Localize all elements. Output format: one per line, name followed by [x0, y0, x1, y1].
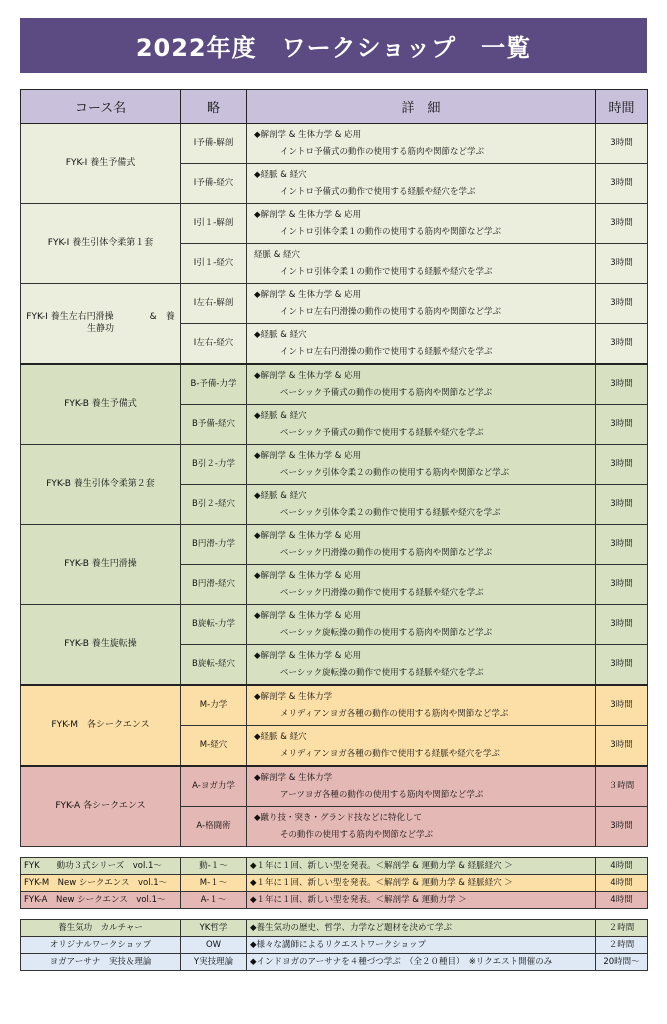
detail-topic: ◆解剖学 & 生体力学 & 応用 [254, 530, 362, 541]
detail-description: ベーシック旋転操の動作で使用する経脈や経穴を学ぶ [280, 667, 484, 678]
course-time: ３時間 [596, 766, 648, 807]
course-time: 3時間 [596, 525, 648, 565]
table-row [21, 124, 648, 164]
table-row [21, 445, 648, 485]
detail-topic: 経脈 & 経穴 [254, 249, 301, 260]
detail-description: ベーシック予備式の動作の使用する筋肉や関節など学ぶ [280, 387, 493, 398]
spacer-cell [21, 847, 181, 858]
course-detail [247, 405, 596, 445]
course-detail: ◆１年に１回、新しい型を発表。＜解剖学 & 運動力学 ＞ [247, 892, 596, 909]
detail-topic: ◆解剖学 & 生体力学 & 応用 [254, 209, 362, 220]
course-detail [247, 244, 596, 284]
detail-description: メリディアンヨガ各種の動作の使用する筋肉や関節など学ぶ [280, 708, 509, 719]
detail-description: アーツヨガ各種の動作の使用する筋肉や関節など学ぶ [280, 789, 484, 800]
course-abbr: I左右-解剖 [181, 284, 247, 324]
course-abbr: A-ヨガ力学 [181, 766, 247, 807]
header-time: 時間 [596, 90, 648, 124]
detail-topic: ◆経脈 & 経穴 [254, 329, 307, 340]
course-name: 養生気功 カルチャー [21, 920, 181, 937]
course-time: 3時間 [596, 445, 648, 485]
course-time: ２時間 [596, 920, 648, 937]
course-abbr: I左右-経穴 [181, 324, 247, 365]
detail-topic: ◆解剖学 & 生体力学 [254, 691, 333, 702]
header-abbr: 略 [181, 90, 247, 124]
course-name: オリジナルワークショップ [21, 937, 181, 954]
table-row [21, 685, 648, 726]
course-time: 3時間 [596, 324, 648, 365]
detail-description: ベーシック引体令柔２の動作の使用する筋肉や関節など学ぶ [280, 467, 510, 478]
course-abbr: I引１-経穴 [181, 244, 247, 284]
course-detail [247, 685, 596, 726]
table-row [21, 954, 648, 971]
course-name: FYK-M New シークエンス vol.1～ [21, 875, 181, 892]
course-time: 3時間 [596, 405, 648, 445]
course-abbr: OW [181, 937, 247, 954]
detail-topic: ◆解剖学 & 生体力学 [254, 772, 333, 783]
header-course: コース名 [21, 90, 181, 124]
course-detail [247, 807, 596, 847]
course-name: FYK-A New シークエンス vol.1～ [21, 892, 181, 909]
course-name: FYK-I 養生予備式 [21, 124, 181, 204]
course-detail [247, 364, 596, 405]
course-abbr: I予備-経穴 [181, 164, 247, 204]
course-detail [247, 204, 596, 244]
course-name: FYK 動功３式シリーズ vol.1～ [21, 858, 181, 875]
course-abbr: YK哲学 [181, 920, 247, 937]
course-abbr: B旋転-経穴 [181, 645, 247, 686]
course-name: FYK-B 養生円滑操 [21, 525, 181, 605]
course-abbr: 動-１～ [181, 858, 247, 875]
course-abbr: I引１-解剖 [181, 204, 247, 244]
course-name: FYK-M 各シークエンス [21, 685, 181, 766]
course-time: ２時間 [596, 937, 648, 954]
course-abbr: B旋転-力学 [181, 605, 247, 645]
table-row [21, 875, 648, 892]
course-detail [247, 645, 596, 686]
spacer-cell [596, 847, 648, 858]
course-time: 4時間 [596, 892, 648, 909]
table-row [21, 364, 648, 405]
course-abbr: B-予備-力学 [181, 364, 247, 405]
detail-topic: ◆解剖学 & 生体力学 & 応用 [254, 570, 362, 581]
course-abbr: B予備-経穴 [181, 405, 247, 445]
detail-topic: ◆経脈 & 経穴 [254, 490, 307, 501]
course-detail [247, 445, 596, 485]
course-abbr: B引２-力学 [181, 445, 247, 485]
table-row [21, 284, 648, 324]
header-row [21, 90, 648, 124]
table-row [21, 892, 648, 909]
course-detail [247, 605, 596, 645]
detail-description: ベーシック円滑操の動作の使用する筋肉や関節など学ぶ [280, 547, 493, 558]
course-name: FYK-I 養生左右円滑操 & 養生静功 [21, 284, 181, 365]
course-abbr: B円滑-力学 [181, 525, 247, 565]
course-detail: ◆様々な講師によるリクエストワークショップ [247, 937, 596, 954]
course-name: FYK-B 養生引体令柔第２套 [21, 445, 181, 525]
detail-topic: ◆解剖学 & 生体力学 & 応用 [254, 450, 362, 461]
course-name: ヨガアーサナ 実技＆理論 [21, 954, 181, 971]
detail-description: イントロ予備式の動作の使用する筋肉や関節など学ぶ [280, 146, 485, 157]
course-time: 3時間 [596, 645, 648, 686]
spacer-cell [247, 909, 596, 920]
detail-topic: ◆解剖学 & 生体力学 & 応用 [254, 370, 362, 381]
course-time: 3時間 [596, 565, 648, 605]
table-row [21, 605, 648, 645]
course-time: 4時間 [596, 858, 648, 875]
detail-topic: ◆解剖学 & 生体力学 & 応用 [254, 650, 362, 661]
course-abbr: A-１～ [181, 892, 247, 909]
course-detail [247, 565, 596, 605]
spacer-cell [181, 847, 247, 858]
spacer-cell [21, 909, 181, 920]
course-abbr: A-格闘術 [181, 807, 247, 847]
table-row [21, 204, 648, 244]
course-time: 3時間 [596, 685, 648, 726]
detail-description: イントロ引体令柔１の動作の使用する筋肉や関節など学ぶ [280, 226, 502, 237]
course-detail: ◆養生気功の歴史、哲学、力学など題材を決めて学ぶ [247, 920, 596, 937]
workshop-table [20, 89, 648, 971]
course-abbr: B引２-経穴 [181, 485, 247, 525]
course-detail: ◆１年に１回、新しい型を発表。＜解剖学 & 運動力学 & 経脈経穴 ＞ [247, 858, 596, 875]
page-title-bar [20, 18, 647, 73]
course-time: 3時間 [596, 244, 648, 284]
detail-topic: ◆解剖学 & 生体力学 & 応用 [254, 129, 362, 140]
table-row [21, 525, 648, 565]
detail-description: ベーシック引体令柔２の動作で使用する経脈や経穴を学ぶ [280, 507, 501, 518]
detail-description: ベーシック旋転操の動作の使用する筋肉や関節など学ぶ [280, 627, 493, 638]
table-row [21, 920, 648, 937]
detail-topic: ◆経脈 & 経穴 [254, 731, 307, 742]
course-time: 3時間 [596, 364, 648, 405]
spacer-row [21, 847, 648, 858]
detail-description: イントロ左右円滑操の動作で使用する経脈や経穴を学ぶ [280, 346, 493, 357]
course-name: FYK-A 各シークエンス [21, 766, 181, 847]
spacer-cell [596, 909, 648, 920]
course-time: 3時間 [596, 124, 648, 164]
detail-description: イントロ左右円滑操の動作の使用する筋肉や関節など学ぶ [280, 306, 502, 317]
spacer-row [21, 909, 648, 920]
detail-topic: ◆蹴り技・突き・グランド技などに特化して [254, 812, 423, 823]
course-time: 3時間 [596, 726, 648, 767]
course-time: 3時間 [596, 485, 648, 525]
course-time: 20時間～ [596, 954, 648, 971]
course-time: 3時間 [596, 807, 648, 847]
course-detail: ◆インドヨガのアーサナを４種づつ学ぶ （全２０種目） ※リクエスト開催のみ [247, 954, 596, 971]
detail-topic: ◆解剖学 & 生体力学 & 応用 [254, 610, 362, 621]
course-name: FYK-B 養生旋転操 [21, 605, 181, 686]
course-detail [247, 525, 596, 565]
course-time: 3時間 [596, 204, 648, 244]
course-detail: ◆１年に１回、新しい型を発表。＜解剖学 & 運動力学 & 経脈経穴 ＞ [247, 875, 596, 892]
detail-topic: ◆経脈 & 経穴 [254, 169, 307, 180]
detail-description: その動作の使用する筋肉や関節など学ぶ [280, 829, 434, 840]
course-time: 3時間 [596, 284, 648, 324]
course-detail [247, 124, 596, 164]
course-detail [247, 766, 596, 807]
detail-description: イントロ予備式の動作で使用する経脈や経穴を学ぶ [280, 186, 476, 197]
course-time: 4時間 [596, 875, 648, 892]
table-row [21, 858, 648, 875]
course-abbr: M-１～ [181, 875, 247, 892]
detail-description: イントロ引体令柔１の動作で使用する経脈や経穴を学ぶ [280, 266, 493, 277]
course-time: 3時間 [596, 605, 648, 645]
header-detail: 詳 細 [247, 90, 596, 124]
course-detail [247, 726, 596, 767]
course-detail [247, 485, 596, 525]
course-abbr: M-力学 [181, 685, 247, 726]
course-name: FYK-B 養生予備式 [21, 364, 181, 445]
detail-description: ベーシック予備式の動作で使用する経脈や経穴を学ぶ [280, 427, 484, 438]
spacer-cell [181, 909, 247, 920]
detail-description: メリディアンヨガ各種の動作で使用する経脈や経穴を学ぶ [280, 748, 500, 759]
course-abbr: M-経穴 [181, 726, 247, 767]
course-abbr: Y実技理論 [181, 954, 247, 971]
course-detail [247, 284, 596, 324]
detail-description: ベーシック円滑操の動作で使用する経脈や経穴を学ぶ [280, 587, 484, 598]
course-abbr: I予備-解剖 [181, 124, 247, 164]
course-name: FYK-I 養生引体令柔第１套 [21, 204, 181, 284]
spacer-cell [247, 847, 596, 858]
course-detail [247, 164, 596, 204]
table-row [21, 766, 648, 807]
table-body [21, 124, 648, 971]
course-detail [247, 324, 596, 365]
detail-topic: ◆経脈 & 経穴 [254, 410, 307, 421]
detail-topic: ◆解剖学 & 生体力学 & 応用 [254, 289, 362, 300]
page-title: 2022年度 ワークショップ 一覧 [135, 34, 532, 62]
course-abbr: B円滑-経穴 [181, 565, 247, 605]
course-time: 3時間 [596, 164, 648, 204]
table-row [21, 937, 648, 954]
